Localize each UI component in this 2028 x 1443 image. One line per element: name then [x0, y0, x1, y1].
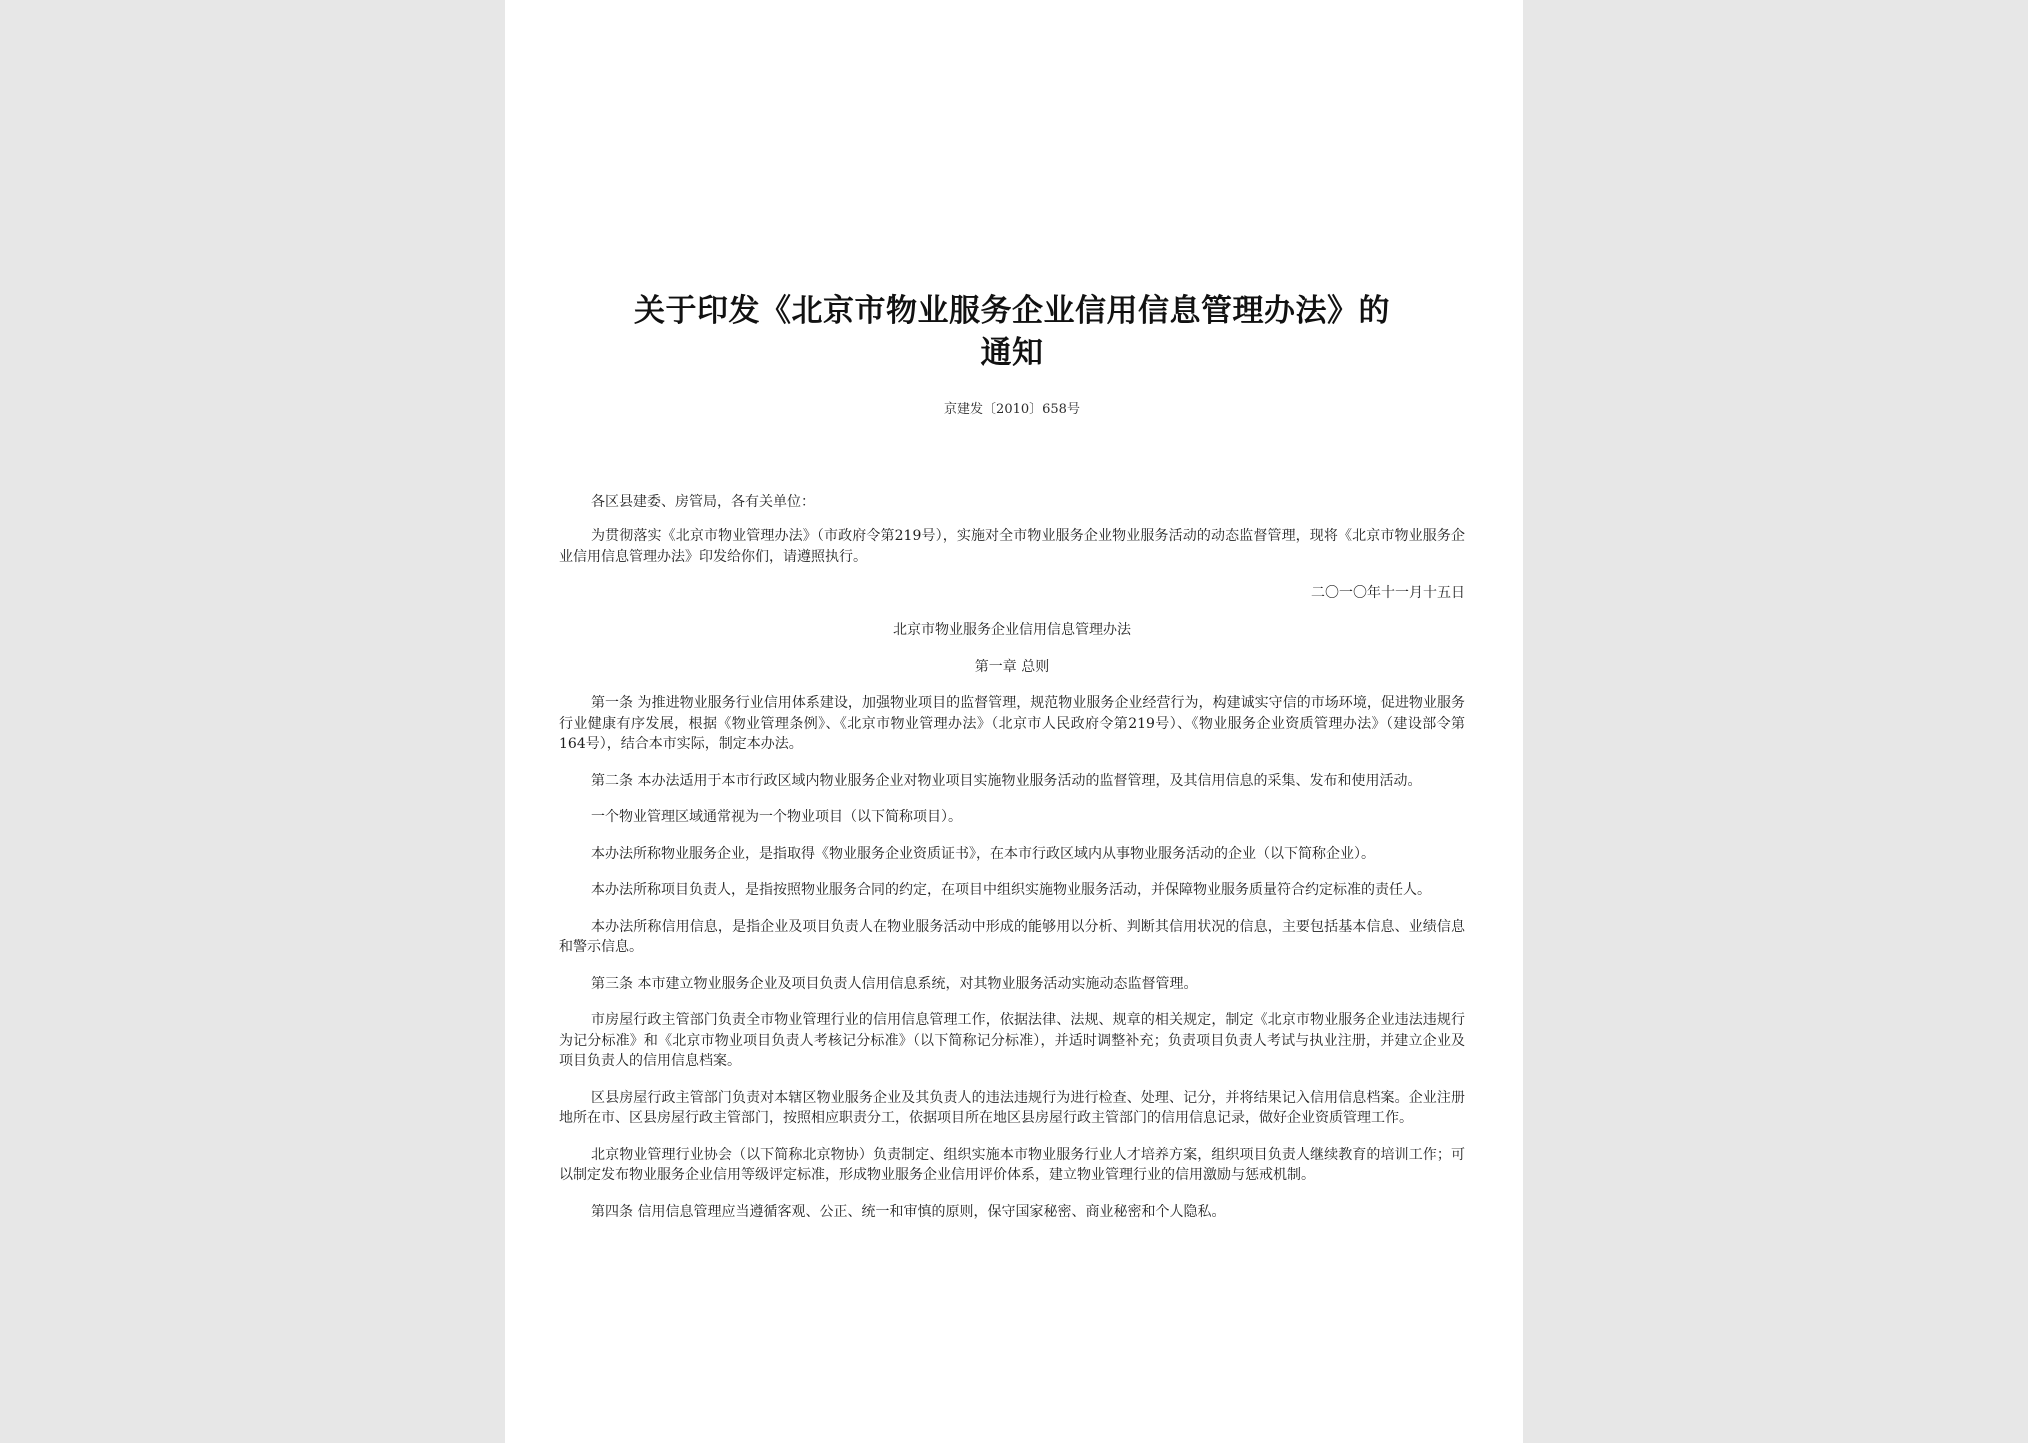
article-paragraph: 第二条 本办法适用于本市行政区域内物业服务企业对物业项目实施物业服务活动的监督管理，及其信用信息的采集、发布和使用活动。 [591, 772, 1422, 789]
article-paragraph: 本办法所称信用信息，是指企业及项目负责人在物业服务活动中形成的能够用以分析、判断其信用状况的信息，主要包括基本信息、业绩信息和警示信息。 [559, 918, 1465, 955]
issue-date: 二〇一〇年十一月十五日 [1311, 585, 1465, 601]
article-paragraph: 第一条 为推进物业服务行业信用体系建设，加强物业项目的监督管理，规范物业服务企业经营行为，构建诚实守信的市场环境，促进物业服务行业健康有序发展，根据《物业管理条例》、《北京市物业管理办法》（北京市人民政府令第219号）、《物业服务企业资质管理办法》（建设部令第164号），结合本市实际，制定本办法。 [559, 695, 1465, 752]
article-paragraph: 市房屋行政主管部门负责全市物业管理行业的信用信息管理工作，依据法律、法规、规章的相关规定，制定《北京市物业服务企业违法违规行为记分标准》和《北京市物业项目负责人考核记分标准》（以下简称记分标准），并适时调整补充；负责项目负责人考试与执业注册，并建立企业及项目负责人的信用信息档案。 [559, 1012, 1465, 1069]
document-number: 京建发〔2010〕658号 [944, 402, 1080, 417]
intro-paragraph: 为贯彻落实《北京市物业管理办法》（市政府令第219号），实施对全市物业服务企业物业服务活动的动态监督管理，现将《北京市物业服务企业信用信息管理办法》印发给你们，请遵照执行。 [559, 528, 1465, 565]
article-paragraph: 北京物业管理行业协会（以下简称北京物协）负责制定、组织实施本市物业服务行业人才培养方案，组织项目负责人继续教育的培训工作；可以制定发布物业服务企业信用等级评定标准，形成物业服务企业信用评价体系，建立物业管理行业的信用激励与惩戒机制。 [559, 1146, 1465, 1183]
article-paragraph: 第三条 本市建立物业服务企业及项目负责人信用信息系统，对其物业服务活动实施动态监督管理。 [591, 975, 1198, 992]
document-title-line-1: 关于印发《北京市物业服务企业信用信息管理办法》的 [634, 293, 1390, 329]
article-paragraph: 本办法所称物业服务企业，是指取得《物业服务企业资质证书》，在本市行政区域内从事物业服务活动的企业（以下简称企业）。 [591, 845, 1375, 862]
regulation-title: 北京市物业服务企业信用信息管理办法 [893, 622, 1131, 638]
document-page [505, 0, 1523, 1443]
article-paragraph: 本办法所称项目负责人，是指按照物业服务合同的约定，在项目中组织实施物业服务活动，并保障物业服务质量符合约定标准的责任人。 [591, 882, 1431, 898]
document-title [559, 290, 1465, 374]
article-paragraph: 第四条 信用信息管理应当遵循客观、公正、统一和审慎的原则，保守国家秘密、商业秘密和个人隐私。 [591, 1203, 1226, 1220]
document-title-line-2: 通知 [980, 335, 1044, 371]
salutation: 各区县建委、房管局，各有关单位： [591, 494, 815, 510]
article-paragraph: 区县房屋行政主管部门负责对本辖区物业服务企业及其负责人的违法违规行为进行检查、处理、记分，并将结果记入信用信息档案。企业注册地所在市、区县房屋行政主管部门，按照相应职责分工，依据项目所在地区县房屋行政主管部门的信用信息记录，做好企业资质管理工作。 [559, 1089, 1465, 1126]
article-paragraph: 一个物业管理区域通常视为一个物业项目（以下简称项目）。 [591, 809, 962, 825]
chapter-title: 第一章 总则 [974, 659, 1050, 675]
